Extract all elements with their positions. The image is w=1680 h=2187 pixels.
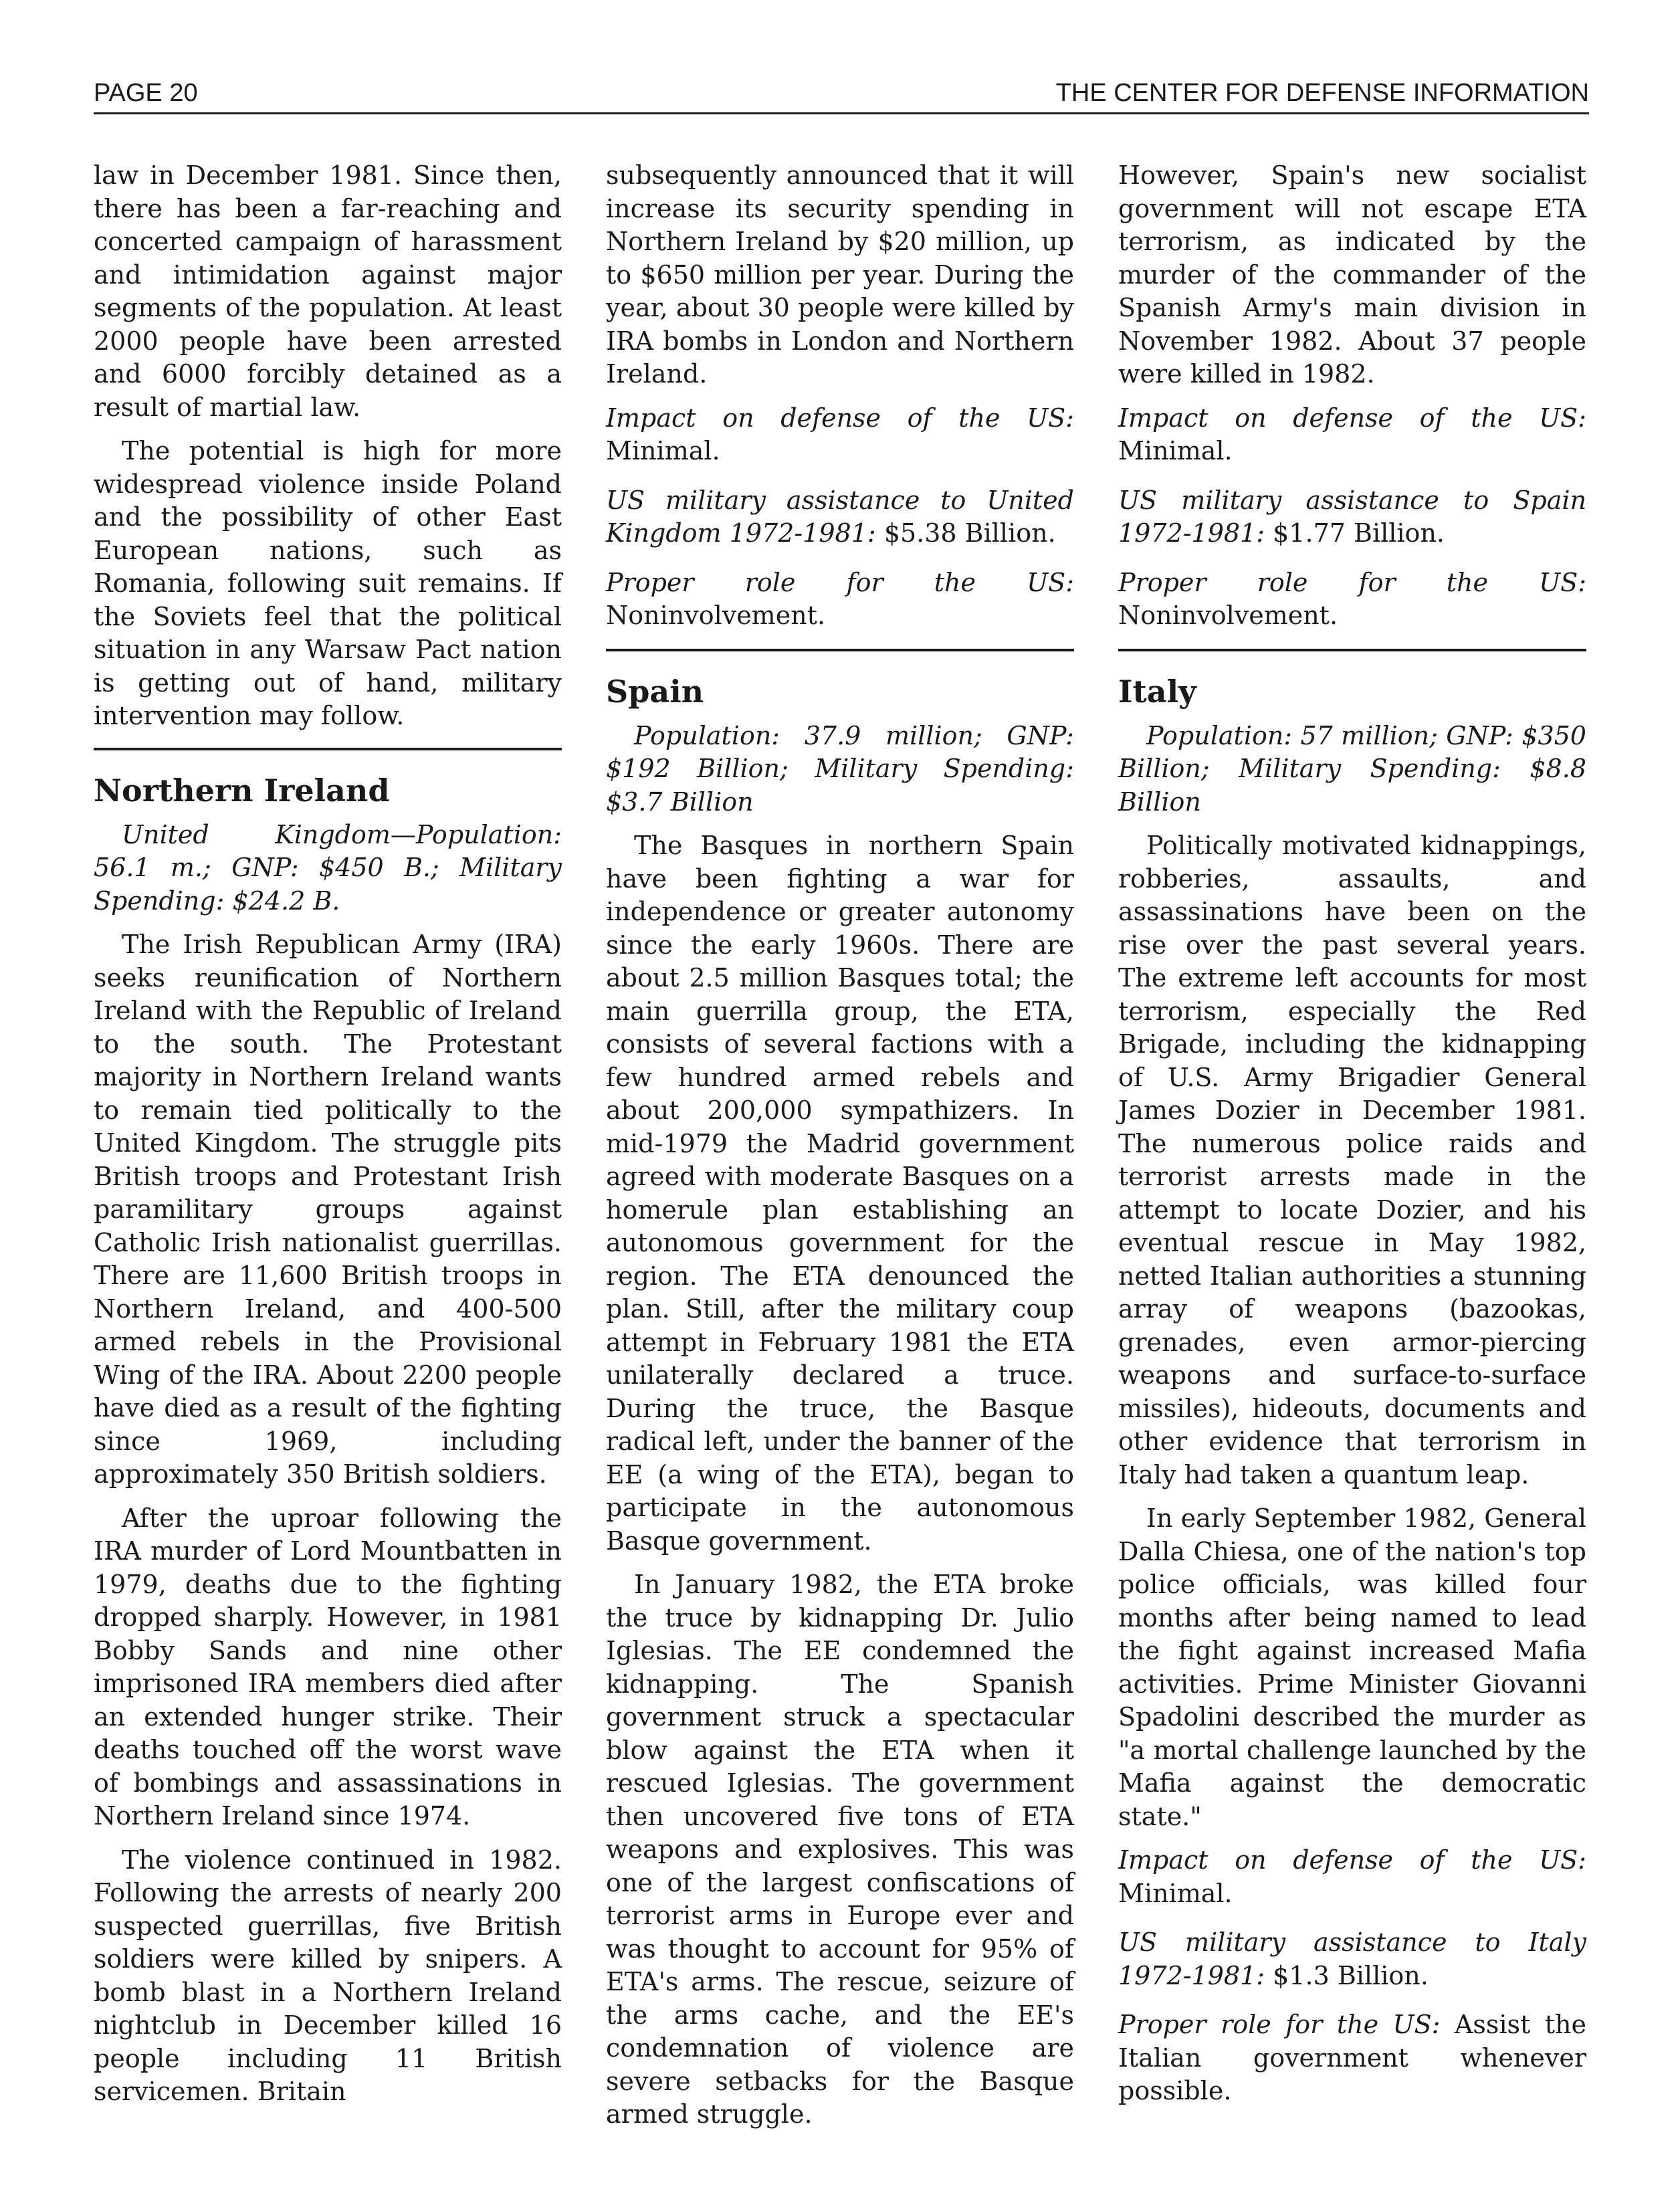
italy-paragraph: In early September 1982, General Dalla Chiesa, one of the nation's top police officials, was killed four months after being named to lead the fight against increased Mafia activities. Prime Minister Giovanni Spadolini described the murder as "a mortal challenge launched by the Mafia against the democratic state." xyxy=(1118,1503,1586,1831)
fact-value: Noninvolvement. xyxy=(606,601,826,630)
column-2 xyxy=(606,159,1074,2142)
fact-label: Impact on defense of the US: xyxy=(606,403,1074,433)
section-title-northern-ireland: Northern Ireland xyxy=(94,772,390,809)
italy-stats: Population: 57 million; GNP: $350 Billion; Military Spending: $8.8 Billion xyxy=(1118,720,1586,817)
section-title-italy: Italy xyxy=(1118,673,1196,710)
fact-label: Proper role for the US: xyxy=(606,567,1074,597)
fact-value: Minimal. xyxy=(1118,436,1233,465)
fact-label: Proper role for the US: xyxy=(1118,567,1586,597)
page-header xyxy=(94,75,1589,114)
italy-assistance xyxy=(1118,1926,1586,1992)
poland-paragraph-continued: law in December 1981. Since then, there has been a far-reaching and concerted campaign of harassment and intimidation against major segments of the population. At least 2000 people have been arrested and 6000 forcibly detained as a result of martial law. xyxy=(94,161,562,422)
italy-impact xyxy=(1118,1844,1586,1910)
northern-ireland-paragraph: The Irish Republican Army (IRA) seeks reunification of Northern Ireland with the Republic of Ireland to the south. The Protestant majority in Northern Ireland wants to remain tied politically to the United Kingdom. The struggle pits British troops and Protestant Irish paramilitary groups against Catholic Irish nationalist guerrillas. There are 11,600 British troops in Northern Ireland, and 400-500 armed rebels in the Provisional Wing of the IRA. About 2200 people have died as a result of the fighting since 1969, including approximately 350 British soldiers. xyxy=(94,930,562,1489)
fact-value: $1.3 Billion. xyxy=(1273,1960,1429,1990)
poland-paragraph: The potential is high for more widespread violence inside Poland and the possibility of other East European nations, such as Romania, following suit remains. If the Soviets feel that the political situation in any Warsaw Pact nation is getting out of hand, military intervention may follow. xyxy=(94,436,562,730)
italy-role xyxy=(1118,2008,1586,2108)
fact-label: Proper role for the US: xyxy=(1118,2010,1441,2039)
spain-stats: Population: 37.9 million; GNP: $192 Billion; Military Spending: $3.7 Billion xyxy=(606,720,1074,817)
fact-label: Impact on defense of the US: xyxy=(1118,1845,1586,1875)
section-divider xyxy=(606,649,1074,651)
fact-value: $5.38 Billion. xyxy=(883,518,1056,548)
northern-ireland-role xyxy=(606,566,1074,633)
fact-value: Minimal. xyxy=(606,436,720,465)
spain-assistance xyxy=(1118,484,1586,550)
fact-value: Assist the Italian government whenever possible. xyxy=(1118,2010,1586,2105)
column-1 xyxy=(94,159,562,2119)
page-number: PAGE 20 xyxy=(94,79,198,107)
fact-label: US military assistance to United Kingdom 1972-1981: xyxy=(606,485,1074,548)
spain-paragraph: The Basques in northern Spain have been fighting a war for independence or greater autonomy since the early 1960s. There are about 2.5 million Basques total; the main guerrilla group, the ETA, consists of several factions with a few hundred armed rebels and about 200,000 sympathizers. In mid-1979 the Madrid government agreed with moderate Basques on a homerule plan establishing an autonomous government for the region. The ETA denounced the plan. Still, after the military coup attempt in February 1981 the ETA unilaterally declared a truce. During the truce, the Basque radical left, under the banner of the EE (a wing of the ETA), began to participate in the autonomous Basque government. xyxy=(606,831,1074,1556)
column-3 xyxy=(1118,159,1586,2124)
fact-value: Minimal. xyxy=(1118,1878,1233,1908)
northern-ireland-paragraph: The violence continued in 1982. Following the arrests of nearly 200 suspected guerrillas, five British soldiers were killed by snipers. A bomb blast in a Northern Ireland nightclub in December killed 16 people including 11 British servicemen. Britain xyxy=(94,1845,562,2106)
northern-ireland-paragraph: After the uproar following the IRA murder of Lord Mountbatten in 1979, deaths due to the fighting dropped sharply. However, in 1981 Bobby Sands and nine other imprisoned IRA members died after an extended hunger strike. Their deaths touched off the worst wave of bombings and assassinations in Northern Ireland since 1974. xyxy=(94,1503,562,1831)
italy-paragraph: Politically motivated kidnappings, robberies, assaults, and assassinations have been on the rise over the past several years. The extreme left accounts for most terrorism, especially the Red Brigade, including the kidnapping of U.S. Army Brigadier General James Dozier in December 1981. The numerous police raids and terrorist arrests made in the attempt to locate Dozier, and his eventual rescue in May 1982, netted Italian authorities a stunning array of weapons (bazookas, grenades, even armor-piercing weapons and surface-to-surface missiles), hideouts, documents and other evidence that terrorism in Italy had taken a quantum leap. xyxy=(1118,831,1586,1489)
fact-label: Impact on defense of the US: xyxy=(1118,403,1586,433)
publisher-name: THE CENTER FOR DEFENSE INFORMATION xyxy=(1055,79,1589,107)
spain-paragraph-continued: However, Spain's new socialist government will not escape ETA terrorism, as indicated by the murder of the commander of the Spanish Army's main division in November 1982. About 37 people were killed in 1982. xyxy=(1118,161,1586,389)
northern-ireland-paragraph-continued: subsequently announced that it will increase its security spending in Northern Ireland by $20 million, up to $650 million per year. During the year, about 30 people were killed by IRA bombs in London and Northern Ireland. xyxy=(606,161,1074,389)
section-divider xyxy=(1118,649,1586,651)
northern-ireland-assistance xyxy=(606,484,1074,550)
fact-value: Noninvolvement. xyxy=(1118,601,1338,630)
spain-paragraph: In January 1982, the ETA broke the truce by kidnapping Dr. Julio Iglesias. The EE condemned the kidnapping. The Spanish government struck a spectacular blow against the ETA when it rescued Iglesias. The government then uncovered five tons of ETA weapons and explosives. This was one of the largest confiscations of terrorist arms in Europe ever and was thought to account for 95% of ETA's arms. The rescue, seizure of the arms cache, and the EE's condemnation of violence are severe setbacks for the Basque armed struggle. xyxy=(606,1570,1074,2129)
spain-impact xyxy=(1118,402,1586,468)
fact-label: US military assistance to Italy 1972-1981: xyxy=(1118,1928,1586,1990)
spain-role xyxy=(1118,566,1586,633)
northern-ireland-impact xyxy=(606,402,1074,468)
fact-label: US military assistance to Spain 1972-1981: xyxy=(1118,485,1586,548)
section-title-spain: Spain xyxy=(606,673,704,710)
northern-ireland-stats: United Kingdom—Population: 56.1 m.; GNP: $450 B.; Military Spending: $24.2 B. xyxy=(94,819,562,916)
section-divider xyxy=(94,748,562,750)
fact-value: $1.77 Billion. xyxy=(1273,518,1445,548)
